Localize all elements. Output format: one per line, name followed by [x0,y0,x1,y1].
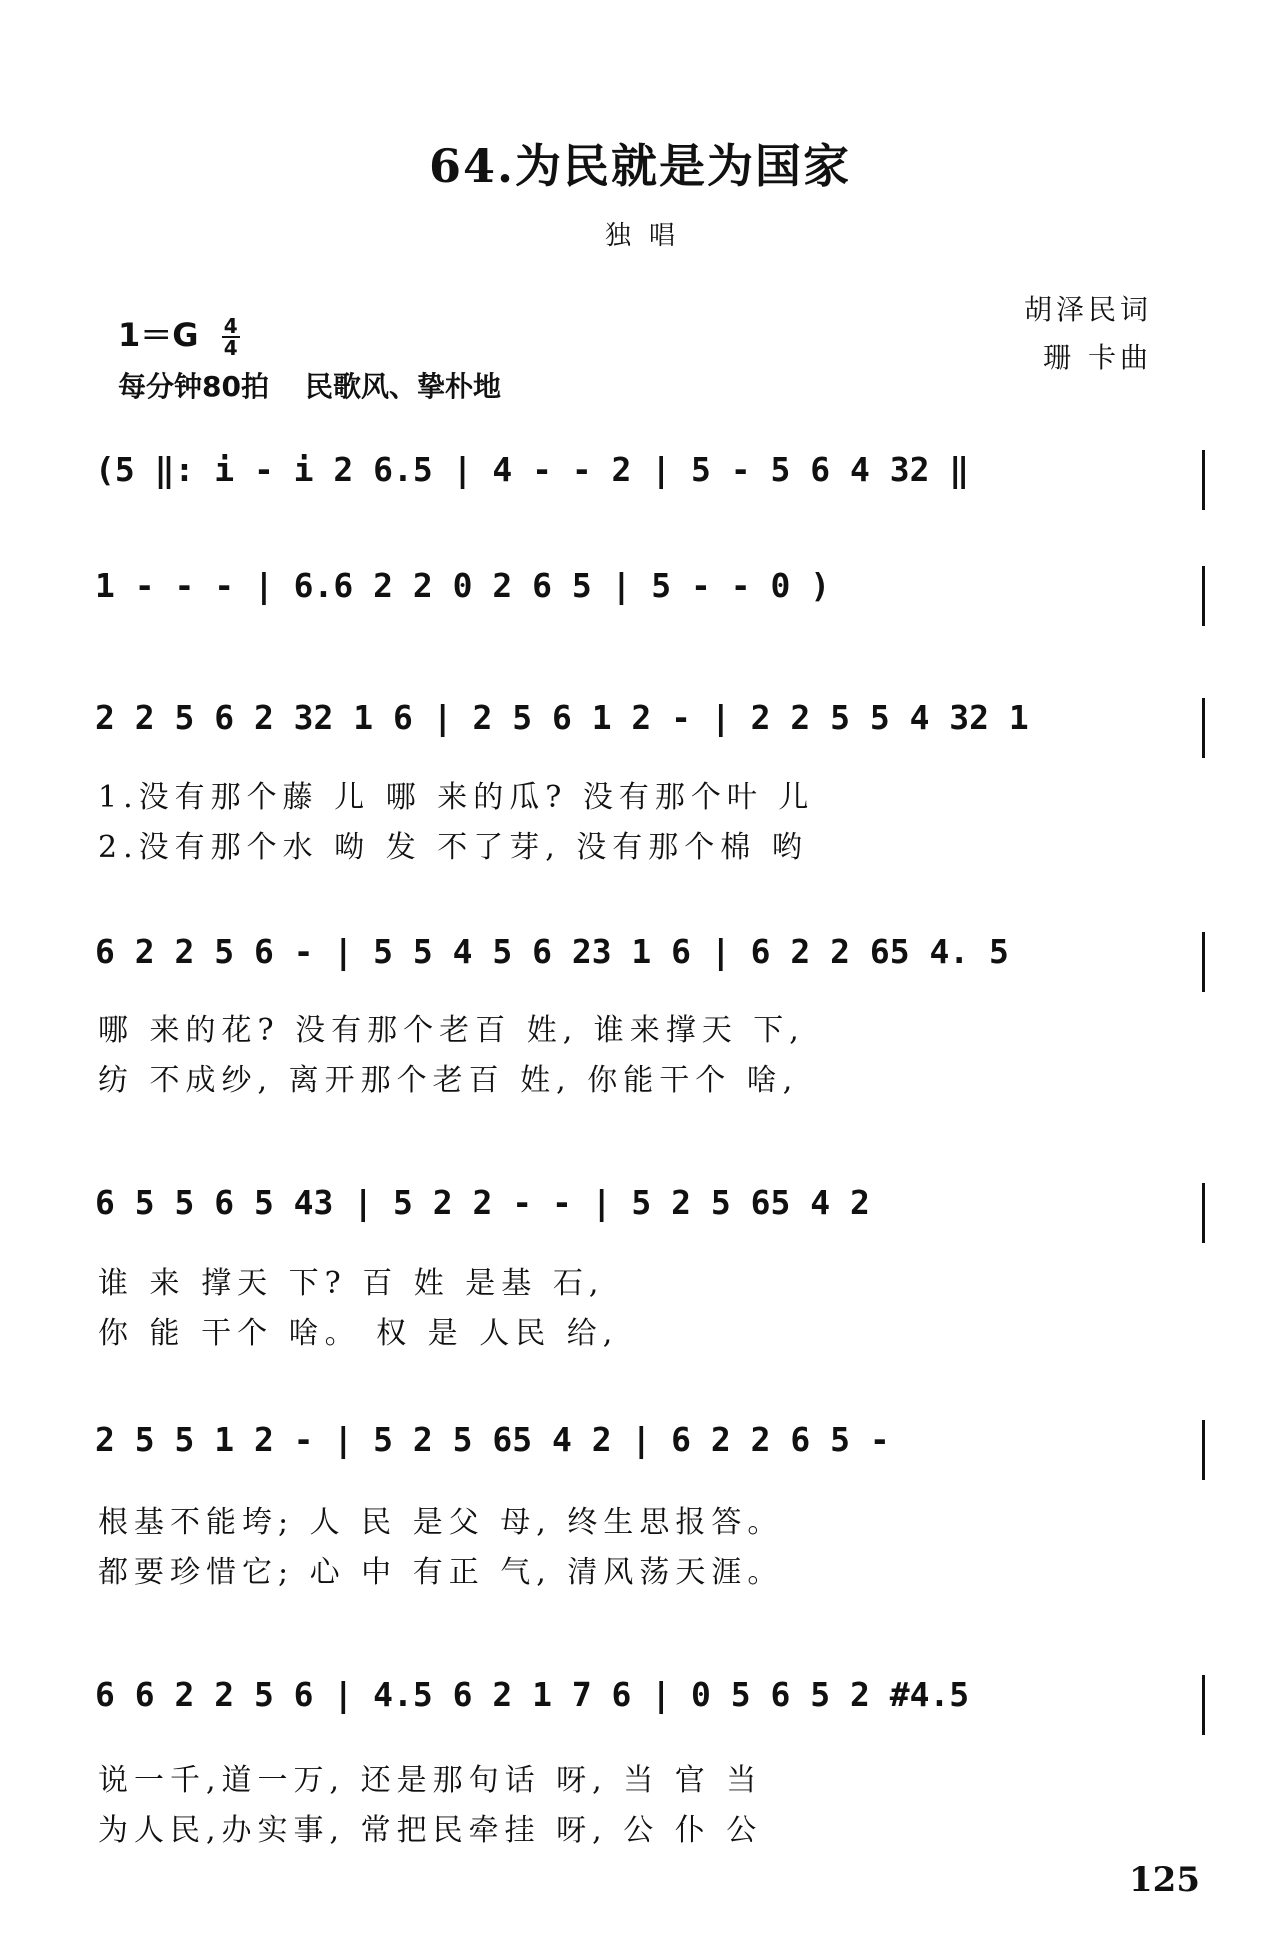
barline [1202,1183,1205,1243]
barline [1202,698,1205,758]
tempo-line [118,365,501,405]
notation-line: 6 6 2 2 5 6 | 4.5 6 2 1 7 6 | 0 5 6 5 2 #4.5 [95,1675,970,1714]
score-row-5 [95,1183,1205,1243]
lyric-verse-2: 都要珍惜它; 心 中 有正 气, 清风荡天涯。 [98,1555,784,1590]
composer-credit: 珊 卡曲 [1043,341,1152,374]
notation-line: 6 5 5 6 5 43 | 5 2 2 - - | 5 2 5 65 4 2 [95,1183,870,1222]
song-title: 64.为民就是为国家 [428,139,852,193]
lyric-verse-2: 2.没有那个水 呦 发 不了芽, 没有那个棉 哟 [98,830,808,865]
score-row-1 [95,450,1205,510]
lyric-verse-2: 为人民,办实事, 常把民牵挂 呀, 公 仆 公 [98,1813,763,1848]
score-row-3 [95,698,1205,758]
score-row-7 [95,1675,1205,1735]
lyric-verse-2: 你 能 干个 啥。 权 是 人民 给, [98,1316,619,1351]
notation-line: 2 2 5 6 2 32 1 6 | 2 5 6 1 2 - | 2 2 5 5 4 32 1 [95,698,1029,737]
key-text: 1＝G [118,316,199,354]
lyricist-credit: 胡泽民词 [1023,293,1152,326]
song-subtitle: 独唱 [604,221,693,251]
key-signature [118,310,240,358]
barline [1202,1675,1205,1735]
notation-line: 2 5 5 1 2 - | 5 2 5 65 4 2 | 6 2 2 6 5 - [95,1420,890,1459]
barline [1202,932,1205,992]
score-row-6 [95,1420,1205,1480]
lyric-verse-1: 根基不能垮; 人 民 是父 母, 终生思报答。 [98,1505,784,1540]
lyric-verse-1: 谁 来 撑天 下? 百 姓 是基 石, [98,1266,605,1301]
style-mark: 民歌风、挚朴地 [304,370,501,403]
time-signature [222,316,240,358]
time-signature-bottom: 4 [223,336,238,360]
notation-line: (5 ‖: i - i 2 6.5 | 4 - - 2 | 5 - 5 6 4 32 ‖ [95,450,970,489]
barline [1202,450,1205,510]
time-signature-top: 4 [223,314,238,338]
lyric-verse-2: 纺 不成纱, 离开那个老百 姓, 你能干个 啥, [98,1063,799,1098]
barline [1202,1420,1205,1480]
score-row-4 [95,932,1205,992]
notation-line: 6 2 2 5 6 - | 5 5 4 5 6 23 1 6 | 6 2 2 65 4. 5 [95,932,1009,971]
score-row-2 [95,566,1205,626]
lyric-verse-1: 1.没有那个藤 儿 哪 来的瓜? 没有那个叶 儿 [98,780,815,815]
lyric-verse-1: 哪 来的花? 没有那个老百 姓, 谁来撑天 下, [98,1013,805,1048]
lyric-verse-1: 说一千,道一万, 还是那句话 呀, 当 官 当 [98,1763,763,1798]
notation-line: 1 - - - | 6.6 2 2 0 2 6 5 | 5 - - 0 ) [95,566,831,605]
tempo-mark: 每分钟80拍 [118,370,269,403]
barline [1202,566,1205,626]
page-number: 125 [1129,1860,1200,1900]
